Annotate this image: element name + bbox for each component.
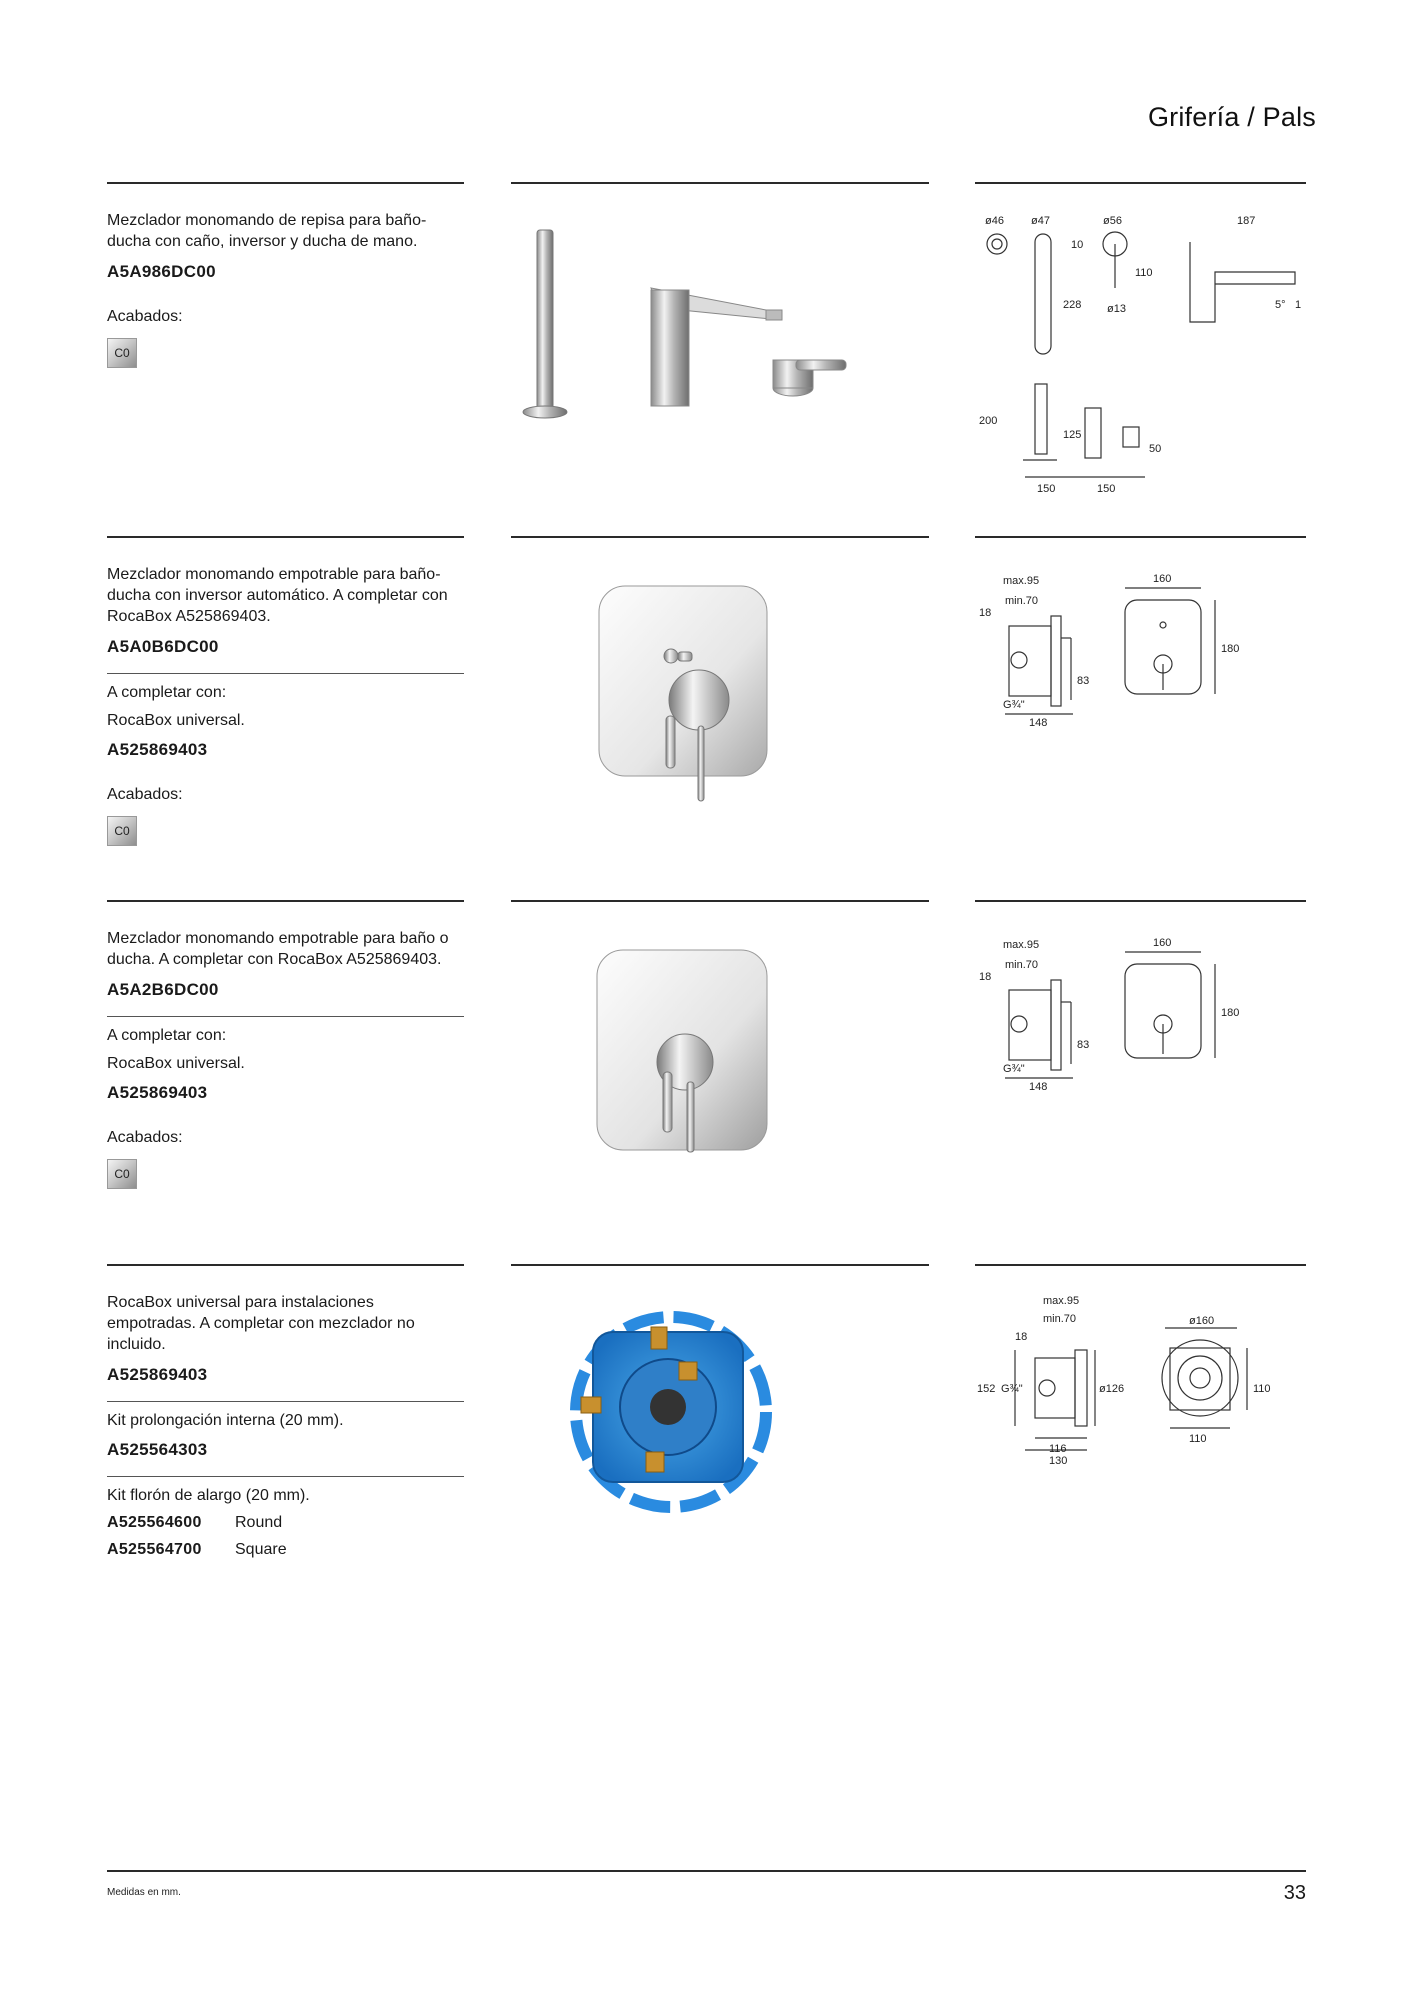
product-description: Mezclador monomando empotrable para baño o ducha. A completar con RocaBox A525869403. <box>107 930 449 968</box>
dim-label: 50 <box>1149 443 1162 455</box>
product-section-2 <box>0 536 1414 896</box>
divider <box>107 1264 464 1266</box>
dim-label: 18 <box>1015 1331 1028 1343</box>
dim-label: 152 <box>977 1383 996 1395</box>
dim-label: min.70 <box>1005 595 1039 607</box>
technical-drawing <box>975 1288 1306 1468</box>
complete-item: RocaBox universal. <box>107 712 245 729</box>
dim-label: 180 <box>1221 1007 1240 1019</box>
dim-label: 200 <box>979 415 998 427</box>
technical-drawing <box>975 560 1306 740</box>
thin-divider <box>107 1016 464 1017</box>
rocabox-photo <box>511 1302 929 1542</box>
dim-label: 1 <box>1295 299 1302 311</box>
divider <box>511 1264 929 1266</box>
dim-label: 83 <box>1077 1039 1090 1051</box>
concealed-mixer-photo <box>511 576 929 806</box>
dim-label: 83 <box>1077 675 1090 687</box>
dim-label: 110 <box>1135 267 1153 279</box>
dim-label: 150 <box>1097 483 1116 495</box>
technical-drawing <box>975 924 1306 1104</box>
dim-label: ø13 <box>1107 303 1126 315</box>
kit-variant-code: A525564700 <box>107 1541 202 1558</box>
complete-code: A525869403 <box>107 740 208 759</box>
kit-variant-shape: Round <box>235 1514 283 1531</box>
thin-divider <box>107 1476 464 1477</box>
dim-label: 148 <box>1029 717 1048 729</box>
product-code: A525869403 <box>107 1365 208 1384</box>
footer-note: Medidas en mm. <box>107 1887 181 1898</box>
divider <box>107 536 464 538</box>
kit-variant-shape: Square <box>235 1541 287 1558</box>
finishes-label: Acabados: <box>107 786 183 803</box>
product-text <box>107 210 464 368</box>
product-description: Mezclador monomando empotrable para baño-ducha con inversor automático. A completar con RocaBox A525869403. <box>107 566 448 625</box>
dim-label: max.95 <box>1043 1295 1080 1307</box>
finish-swatch-chrome: C0 <box>107 1159 137 1189</box>
finish-swatch-chrome: C0 <box>107 338 137 368</box>
kit-variant-row <box>107 1514 464 1532</box>
bath-mixer-photo <box>511 220 929 420</box>
dim-label: 110 <box>1253 1383 1271 1395</box>
dim-label: 10 <box>1071 239 1084 251</box>
dim-label: 5° <box>1275 299 1286 311</box>
divider <box>975 900 1306 902</box>
dim-label: 160 <box>1153 573 1172 585</box>
dim-label: 125 <box>1063 429 1082 441</box>
dim-label: 160 <box>1153 937 1172 949</box>
dim-label: min.70 <box>1043 1313 1077 1325</box>
finish-swatch-chrome: C0 <box>107 816 137 846</box>
divider <box>511 900 929 902</box>
divider <box>107 182 464 184</box>
product-text <box>107 1292 464 1559</box>
kit-variant-row <box>107 1541 464 1559</box>
thin-divider <box>107 673 464 674</box>
dim-label: ø56 <box>1103 215 1122 227</box>
page-title: Grifería / Pals <box>1147 102 1316 132</box>
divider <box>511 536 929 538</box>
dim-label: 180 <box>1221 643 1240 655</box>
dim-label: 18 <box>979 971 992 983</box>
complete-label: A completar con: <box>107 684 227 701</box>
kit-variant-code: A525564600 <box>107 1514 202 1531</box>
footer-divider <box>107 1870 1306 1872</box>
product-text <box>107 928 464 1189</box>
kit-description: Kit prolongación interna (20 mm). <box>107 1412 344 1429</box>
dim-label: G¾" <box>1001 1383 1023 1395</box>
complete-item: RocaBox universal. <box>107 1055 245 1072</box>
complete-code: A525869403 <box>107 1083 208 1102</box>
concealed-shower-mixer-photo <box>511 940 929 1170</box>
dim-label: min.70 <box>1005 959 1039 971</box>
product-description: Mezclador monomando de repisa para baño-ducha con caño, inversor y ducha de mano. <box>107 212 427 250</box>
divider <box>975 536 1306 538</box>
complete-label: A completar con: <box>107 1027 227 1044</box>
product-section-3 <box>0 900 1414 1260</box>
finishes-label: Acabados: <box>107 1129 183 1146</box>
product-code: A5A0B6DC00 <box>107 637 219 656</box>
dim-label: G¾" <box>1003 1063 1025 1075</box>
dim-label: 130 <box>1049 1455 1068 1467</box>
product-section-4 <box>0 1264 1414 1624</box>
dim-label: max.95 <box>1003 939 1040 951</box>
product-text <box>107 564 464 846</box>
thin-divider <box>107 1401 464 1402</box>
dim-label: ø160 <box>1189 1315 1215 1327</box>
dim-label: max.95 <box>1003 575 1040 587</box>
dim-label: 187 <box>1237 215 1256 227</box>
dim-label: 110 <box>1189 1433 1207 1445</box>
product-section-1 <box>0 182 1414 532</box>
dim-label: G¾" <box>1003 699 1025 711</box>
page-number: 33 <box>1283 1882 1306 1904</box>
dim-label: 228 <box>1063 299 1082 311</box>
dim-label: ø47 <box>1031 215 1050 227</box>
kit-description: Kit florón de alargo (20 mm). <box>107 1487 310 1504</box>
divider <box>107 900 464 902</box>
dim-label: ø46 <box>985 215 1004 227</box>
dim-label: 148 <box>1029 1081 1048 1093</box>
dim-label: 18 <box>979 607 992 619</box>
technical-drawing <box>975 212 1306 512</box>
divider <box>975 182 1306 184</box>
dim-label: 116 <box>1049 1443 1067 1455</box>
product-code: A5A986DC00 <box>107 262 216 281</box>
product-description: RocaBox universal para instalaciones empotradas. A completar con mezclador no incluido. <box>107 1294 415 1353</box>
product-code: A5A2B6DC00 <box>107 980 219 999</box>
divider <box>975 1264 1306 1266</box>
dim-label: 150 <box>1037 483 1056 495</box>
kit-code: A525564303 <box>107 1440 208 1459</box>
divider <box>511 182 929 184</box>
dim-label: ø126 <box>1099 1383 1125 1395</box>
finishes-label: Acabados: <box>107 308 183 325</box>
